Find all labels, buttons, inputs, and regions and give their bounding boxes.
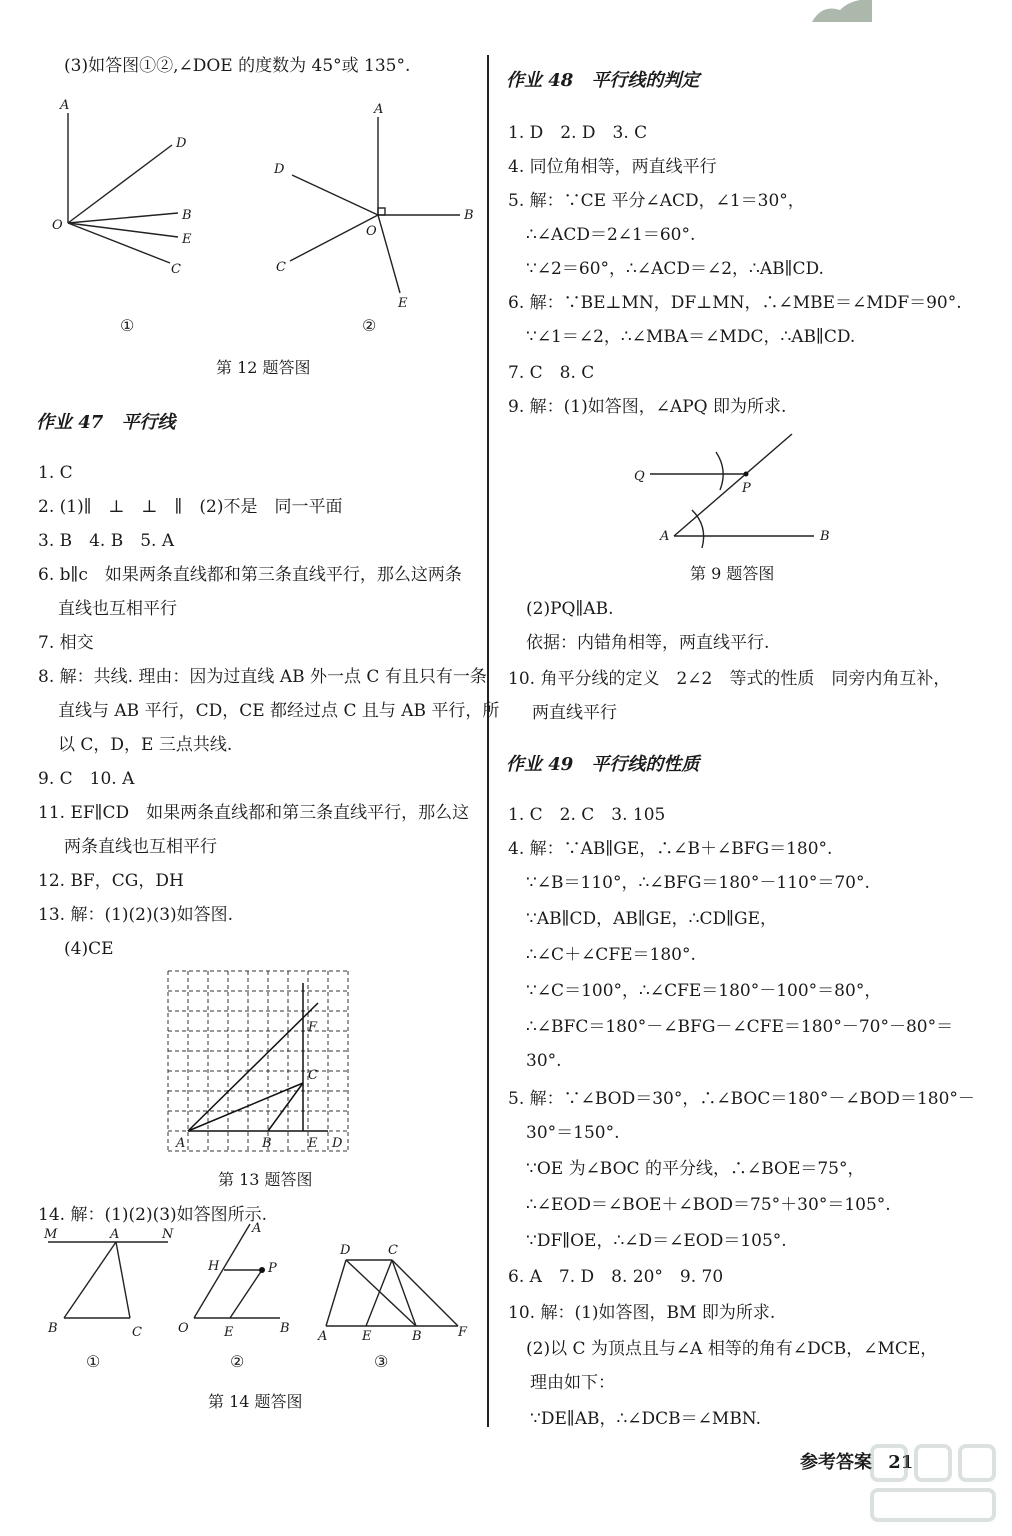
hw49-line: 4. 解：∵AB∥GE，∴∠B＋∠BFG＝180°. [508,839,833,859]
fig12-label-O: O [52,218,63,233]
fig12b-label-O: O [366,224,377,239]
fig14a-label-N: N [162,1227,174,1242]
hw49-line: ∵AB∥CD，AB∥GE，∴CD∥GE， [526,909,777,929]
heading-hw47: 作业 47 平行线 [36,412,176,433]
fig9-label-Q: Q [634,469,645,484]
fig14c-label-F: F [458,1325,468,1340]
hw48-line: ∴∠ACD＝2∠1＝60°. [526,225,696,245]
fig12-sub-2: ② [362,316,377,335]
fig12-label-A: A [60,98,70,113]
fig9-label-B: B [820,529,830,544]
hw49-line: 10. 解：(1)如答图，BM 即为所求. [508,1303,776,1323]
footer-label: 参考答案 [800,1452,872,1473]
fig12-label-D: D [176,136,187,151]
fig14c-label-D: D [340,1243,351,1258]
fig14c-label-A: A [318,1329,328,1344]
fig14-caption: 第 14 题答图 [208,1392,303,1411]
fig13-label-C: C [308,1068,318,1083]
fig14a-label-A: A [110,1227,120,1242]
hw48b-line: 10. 角平分线的定义 2∠2 等式的性质 同旁内角互补， [508,669,951,689]
heading-hw48: 作业 48 平行线的判定 [506,70,700,91]
fig14-sub-1: ① [86,1352,101,1371]
hw47-line: 以 C，D，E 三点共线. [58,735,233,755]
fig14c-label-C: C [388,1243,398,1258]
fig12b-label-D: D [274,162,285,177]
hw47-line: 11. EF∥CD 如果两条直线都和第三条直线平行，那么这 [38,803,470,823]
fig14b-label-O: O [178,1321,189,1336]
hw49-line: 5. 解：∵∠BOD＝30°，∴∠BOC＝180°－∠BOD＝180°－ [508,1089,975,1109]
fig12-diagram-2 [270,95,480,315]
hw49-line: ∴∠C＋∠CFE＝180°. [526,945,696,965]
fig12b-label-A: A [374,102,384,117]
hw49-line: 理由如下： [530,1373,615,1393]
hw48-line: 7. C 8. C [508,363,595,383]
hw47-line: 直线与 AB 平行，CD，CE 都经过点 C 且与 AB 平行，所 [58,701,500,721]
hw47-line: 两条直线也互相平行 [64,837,217,857]
fig14-sub-2: ② [230,1352,245,1371]
fig9-label-P: P [742,481,751,496]
fig12b-label-E: E [398,296,408,311]
fig14a-label-M: M [44,1227,58,1242]
hw48-line: ∵∠2＝60°，∴∠ACD＝∠2，∴AB∥CD. [526,259,824,279]
fig12-label-C: C [171,262,181,277]
hw48-line: 9. 解：(1)如答图，∠APQ 即为所求. [508,397,787,417]
fig14b-label-B: B [280,1321,290,1336]
hw48-line: 5. 解：∵CE 平分∠ACD，∠1＝30°， [508,191,805,211]
page-number: 21 [888,1452,914,1473]
hw47-line: 6. b∥c 如果两条直线都和第三条直线平行，那么这两条 [38,565,462,585]
corner-decoration-icon [812,0,872,22]
fig9-caption: 第 9 题答图 [690,564,775,583]
hw49-line: ∴∠BFC＝180°－∠BFG－∠CFE＝180°－70°－80°＝ [526,1017,954,1037]
q14-intro: 14. 解：(1)(2)(3)如答图所示. [38,1205,268,1225]
hw49-line: ∵∠C＝100°，∴∠CFE＝180°－100°＝80°， [526,981,882,1001]
fig14a-label-B: B [48,1321,58,1336]
fig14-sub-3: ③ [374,1352,389,1371]
hw49-line: (2)以 C 为顶点且与∠A 相等的角有∠DCB，∠MCE， [526,1339,938,1359]
fig14-diagram-3 [316,1240,476,1344]
hw48b-line: 依据：内错角相等，两直线平行. [526,633,770,653]
fig14-diagram-2 [172,1218,302,1338]
hw48-line: ∵∠1＝∠2，∴∠MBA＝∠MDC，∴AB∥CD. [526,327,856,347]
fig12b-label-C: C [276,260,286,275]
fig13-label-D: D [332,1136,343,1151]
hw49-line: ∵DF∥OE，∴∠D＝∠EOD＝105°. [526,1231,787,1251]
hw47-line: (4)CE [64,939,114,959]
fig12-diagram-1 [50,95,200,285]
fig14b-label-H: H [208,1259,220,1274]
hw49-line: ∵DE∥AB，∴∠DCB＝∠MBN. [530,1409,762,1429]
hw49-line: ∵∠B＝110°，∴∠BFG＝180°－110°＝70°. [526,873,870,893]
hw48-line: 6. 解：∵BE⊥MN，DF⊥MN，∴∠MBE＝∠MDF＝90°. [508,293,962,313]
fig13-label-B: B [262,1136,272,1151]
fig9-label-A: A [660,529,670,544]
fig14b-label-A: A [252,1221,262,1236]
fig9-diagram [630,430,840,550]
fig13-grid-diagram [160,965,360,1155]
fig13-label-E: E [308,1136,318,1151]
watermark-icon [862,1438,1002,1528]
hw47-line: 7. 相交 [38,633,94,653]
fig13-caption: 第 13 题答图 [218,1170,313,1189]
hw48b-line: (2)PQ∥AB. [526,599,614,619]
hw48b-line: 两直线平行 [532,703,617,723]
fig12b-label-B: B [464,208,474,223]
hw47-line: 8. 解：共线. 理由：因为过直线 AB 外一点 C 有且只有一条 [38,667,487,687]
hw49-line: 6. A 7. D 8. 20° 9. 70 [508,1267,724,1287]
hw49-line: ∴∠EOD＝∠BOE＋∠BOD＝75°＋30°＝105°. [526,1195,891,1215]
heading-hw49: 作业 49 平行线的性质 [506,754,700,775]
fig12-caption: 第 12 题答图 [216,358,311,377]
hw47-line: 12. BF，CG，DH [38,871,184,891]
hw49-line: 30°. [526,1051,562,1071]
hw49-line: 1. C 2. C 3. 105 [508,805,666,825]
fig14c-label-B: B [412,1329,422,1344]
hw47-line: 13. 解：(1)(2)(3)如答图. [38,905,234,925]
hw47-line: 直线也互相平行 [58,599,177,619]
fig14b-label-E: E [224,1325,234,1340]
fig13-label-F: F [308,1020,318,1035]
q12-intro: (3)如答图①②,∠DOE 的度数为 45°或 135°. [64,56,411,76]
column-divider [487,55,489,1427]
hw47-line: 3. B 4. B 5. A [38,531,175,551]
fig12-label-B: B [182,208,192,223]
hw48-line: 1. D 2. D 3. C [508,123,648,143]
hw49-line: 30°＝150°. [526,1123,620,1143]
hw47-line: 2. (1)∥ ⊥ ⊥ ∥ (2)不是 同一平面 [38,497,343,517]
fig14-diagram-1 [40,1227,180,1340]
hw49-line: ∵OE 为∠BOC 的平分线，∴∠BOE＝75°， [526,1159,865,1179]
fig14a-label-C: C [132,1325,142,1340]
fig14b-label-P: P [268,1261,277,1276]
fig12-sub-1: ① [120,316,135,335]
fig13-label-A: A [176,1136,186,1151]
fig12-label-E: E [182,232,192,247]
hw48-line: 4. 同位角相等，两直线平行 [508,157,717,177]
hw47-line: 1. C [38,463,73,483]
fig14c-label-E: E [362,1329,372,1344]
hw47-line: 9. C 10. A [38,769,135,789]
